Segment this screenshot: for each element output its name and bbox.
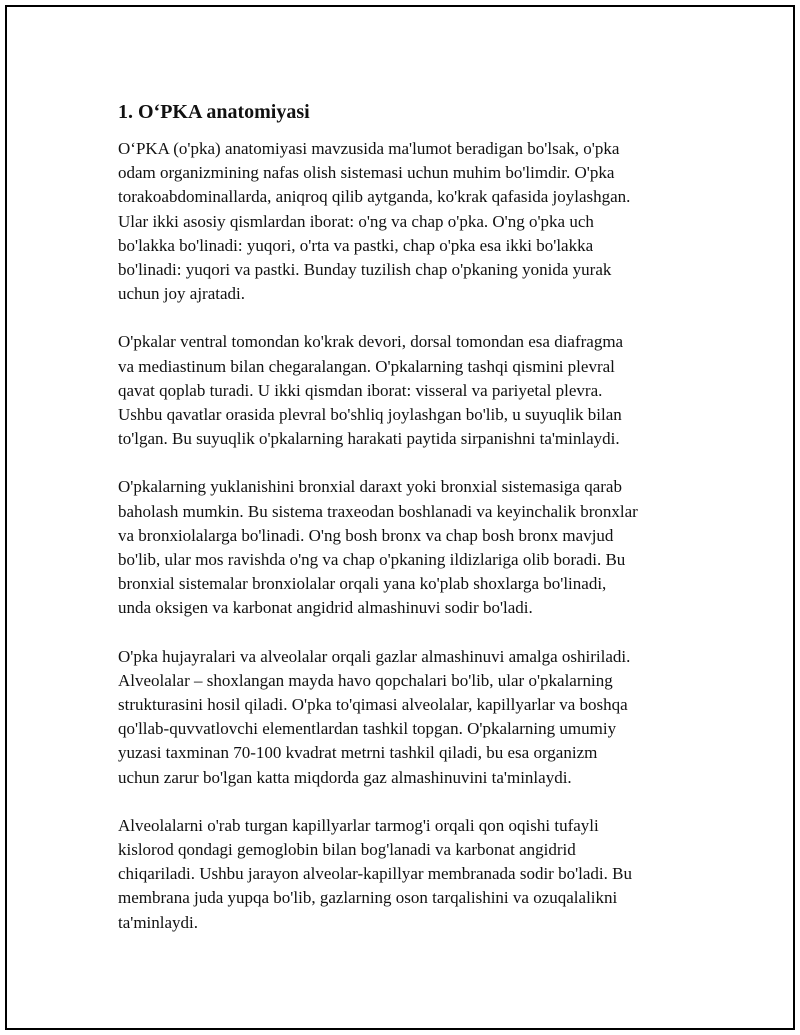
paragraph-line: O‘PKA (o'pka) anatomiyasi mavzusida ma'lumot beradigan bo'lsak, o'pka <box>118 139 620 158</box>
paragraph-line: strukturasini hosil qiladi. O'pka to'qimasi alveolalar, kapillyarlar va boshqa <box>118 695 628 715</box>
paragraph-line: Ular ikki asosiy qismlardan iborat: o'ng va chap o'pka. O'ng o'pka uch <box>118 211 594 231</box>
paragraph-line: O'pkalar ventral tomondan ko'krak devori, dorsal tomondan esa diafragma <box>118 332 624 352</box>
paragraph-line: uchun joy ajratadi. <box>118 284 245 304</box>
paragraph-line: O'pkalarning yuklanishini bronxial daraxt yoki bronxial sistemasiga qarab <box>118 477 622 497</box>
paragraph-line: odam organizmining nafas olish sistemasi uchun muhim bo'limdir. O'pka <box>118 163 615 183</box>
paragraph-line: qo'llab-quvvatlovchi elementlardan tashkil topgan. O'pkalarning umumiy <box>118 719 617 739</box>
paragraph-line: membrana juda yupqa bo'lib, gazlarning oson tarqalishini va ozuqalalikni <box>118 888 618 908</box>
paragraph-line: va bronxiolalarga bo'linadi. O'ng bosh bronx va chap bosh bronx mavjud <box>118 525 614 545</box>
paragraph-line: O'pka hujayralari va alveolalar orqali gazlar almashinuvi amalga oshiriladi. <box>118 646 631 666</box>
paragraph-line: va mediastinum bilan chegaralangan. O'pkalarning tashqi qismini plevral <box>118 356 615 376</box>
document-body <box>118 99 678 959</box>
paragraph <box>118 814 678 935</box>
paragraph-line: Alveolalarni o'rab turgan kapillyarlar tarmog'i orqali qon oqishi tufayli <box>118 815 599 835</box>
document-page <box>5 5 795 1030</box>
paragraph-line: to'lgan. Bu suyuqlik o'pkalarning harakati paytida sirpanishni ta'minlaydi. <box>118 429 620 449</box>
paragraph <box>118 137 678 306</box>
paragraph-line: bo'lakka bo'linadi: yuqori, o'rta va pastki, chap o'pka esa ikki bo'lakka <box>118 235 594 255</box>
paragraph-line: ta'minlaydi. <box>118 912 199 932</box>
paragraph-line: torakoabdominallarda, aniqroq qilib aytganda, ko'krak qafasida joylashgan. <box>118 187 631 207</box>
paragraph-line: kislorod qondagi gemoglobin bilan bog'lanadi va karbonat angidrid <box>118 840 576 860</box>
paragraph-line: Ushbu qavatlar orasida plevral bo'shliq joylashgan bo'lib, u suyuqlik bilan <box>118 405 622 425</box>
paragraph-line: bronxial sistemalar bronxiolalar orqali yana ko'plab shoxlarga bo'linadi, <box>118 574 607 594</box>
paragraph-line: baholash mumkin. Bu sistema traxeodan boshlanadi va keyinchalik bronxlar <box>118 501 638 521</box>
paragraph-list <box>118 137 678 935</box>
paragraph-line: bo'linadi: yuqori va pastki. Bunday tuzilish chap o'pkaning yonida yurak <box>118 260 612 280</box>
paragraph-line: uchun zarur bo'lgan katta miqdorda gaz almashinuvini ta'minlaydi. <box>118 767 572 787</box>
paragraph-line: Alveolalar – shoxlangan mayda havo qopchalari bo'lib, ular o'pkalarning <box>118 670 613 690</box>
paragraph-line: qavat qoplab turadi. U ikki qismdan iborat: visseral va pariyetal plevra. <box>118 380 603 400</box>
paragraph <box>118 330 678 451</box>
paragraph-line: chiqariladi. Ushbu jarayon alveolar-kapillyar membranada sodir bo'ladi. Bu <box>118 864 632 884</box>
paragraph-line: unda oksigen va karbonat angidrid almashinuvi sodir bo'ladi. <box>118 598 533 618</box>
document-title: 1. O‘PKA anatomiyasi <box>118 101 310 123</box>
paragraph <box>118 475 678 620</box>
paragraph <box>118 645 678 790</box>
paragraph-line: bo'lib, ular mos ravishda o'ng va chap o'pkaning ildizlariga olib boradi. Bu <box>118 550 626 570</box>
paragraph-line: yuzasi taxminan 70-100 kvadrat metrni tashkil qiladi, bu esa organizm <box>118 743 598 763</box>
